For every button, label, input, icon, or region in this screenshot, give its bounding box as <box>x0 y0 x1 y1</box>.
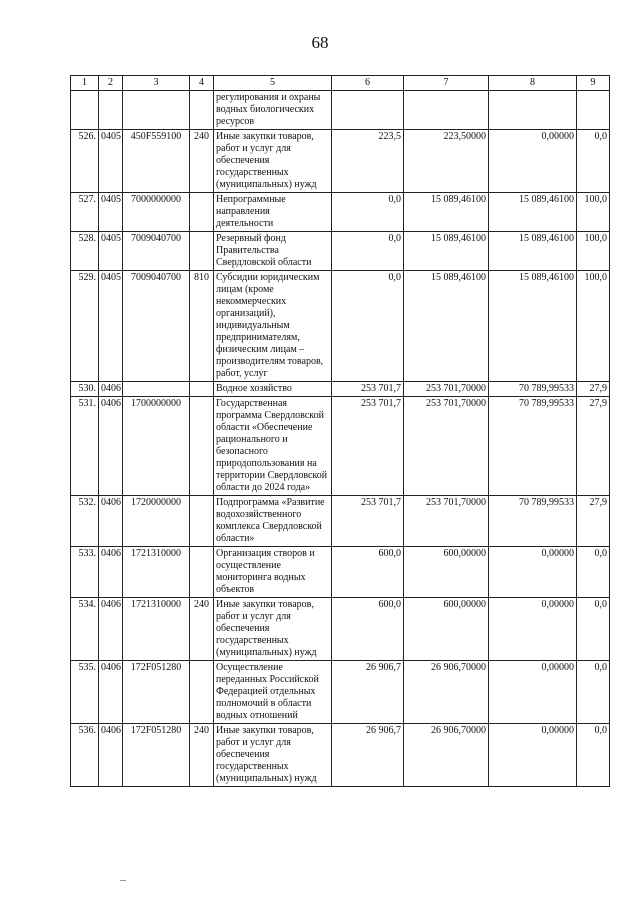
target-code-cell: 1720000000 <box>123 496 190 547</box>
approved-amount-cell: 15 089,46100 <box>404 232 489 271</box>
section-code-cell: 0406 <box>99 382 123 397</box>
row-number-cell <box>71 91 99 130</box>
approved-amount-cell: 223,50000 <box>404 130 489 193</box>
approved-amount-cell: 600,00000 <box>404 598 489 661</box>
row-number-cell: 531. <box>71 397 99 496</box>
target-code-cell: 1700000000 <box>123 397 190 496</box>
table-row <box>71 91 610 130</box>
column-header-5: 5 <box>214 76 332 91</box>
planned-amount-cell <box>332 91 404 130</box>
planned-amount-cell: 0,0 <box>332 271 404 382</box>
table-row <box>71 547 610 598</box>
executed-amount-cell: 70 789,99533 <box>489 397 577 496</box>
section-code-cell: 0405 <box>99 232 123 271</box>
expense-type-cell: 810 <box>190 271 214 382</box>
approved-amount-cell <box>404 91 489 130</box>
planned-amount-cell: 253 701,7 <box>332 382 404 397</box>
expense-type-cell <box>190 661 214 724</box>
executed-amount-cell: 15 089,46100 <box>489 271 577 382</box>
planned-amount-cell: 26 906,7 <box>332 661 404 724</box>
section-code-cell: 0406 <box>99 724 123 787</box>
description-cell: Субсидии юридическим лицам (кроме некоммерческих организаций), индивидуальным предпринимателям, физическим лицам – производителям товаров, работ, услуг <box>214 271 332 382</box>
percent-cell: 0,0 <box>577 130 610 193</box>
section-code-cell: 0406 <box>99 547 123 598</box>
section-code-cell: 0406 <box>99 397 123 496</box>
target-code-cell: 1721310000 <box>123 547 190 598</box>
section-code-cell: 0405 <box>99 271 123 382</box>
expense-type-cell: 240 <box>190 130 214 193</box>
description-cell: Иные закупки товаров, работ и услуг для обеспечения государственных (муниципальных) нужд <box>214 130 332 193</box>
description-cell: Водное хозяйство <box>214 382 332 397</box>
executed-amount-cell: 0,00000 <box>489 130 577 193</box>
section-code-cell: 0406 <box>99 661 123 724</box>
percent-cell: 0,0 <box>577 598 610 661</box>
percent-cell: 27,9 <box>577 496 610 547</box>
row-number-cell: 526. <box>71 130 99 193</box>
target-code-cell: 7009040700 <box>123 271 190 382</box>
executed-amount-cell: 15 089,46100 <box>489 232 577 271</box>
description-cell: Осуществление переданных Российской Федерацией отдельных полномочий в области водных отношений <box>214 661 332 724</box>
approved-amount-cell: 26 906,70000 <box>404 661 489 724</box>
percent-cell: 0,0 <box>577 661 610 724</box>
executed-amount-cell: 15 089,46100 <box>489 193 577 232</box>
expense-type-cell: 240 <box>190 598 214 661</box>
column-header-4: 4 <box>190 76 214 91</box>
executed-amount-cell <box>489 91 577 130</box>
target-code-cell: 450F559100 <box>123 130 190 193</box>
expense-type-cell <box>190 397 214 496</box>
planned-amount-cell: 26 906,7 <box>332 724 404 787</box>
executed-amount-cell: 0,00000 <box>489 724 577 787</box>
table-row <box>71 598 610 661</box>
row-number-cell: 534. <box>71 598 99 661</box>
table-row <box>71 232 610 271</box>
row-number-cell: 536. <box>71 724 99 787</box>
description-cell: Непрограммные направления деятельности <box>214 193 332 232</box>
expense-type-cell <box>190 496 214 547</box>
planned-amount-cell: 600,0 <box>332 547 404 598</box>
row-number-cell: 533. <box>71 547 99 598</box>
approved-amount-cell: 253 701,70000 <box>404 397 489 496</box>
row-number-cell: 535. <box>71 661 99 724</box>
column-header-2: 2 <box>99 76 123 91</box>
approved-amount-cell: 253 701,70000 <box>404 382 489 397</box>
section-code-cell: 0405 <box>99 193 123 232</box>
row-number-cell: 527. <box>71 193 99 232</box>
description-cell: Государственная программа Свердловской области «Обеспечение рационального и безопасного природопользования на территории Свердловской области до 2024 года» <box>214 397 332 496</box>
executed-amount-cell: 70 789,99533 <box>489 496 577 547</box>
percent-cell: 100,0 <box>577 193 610 232</box>
executed-amount-cell: 0,00000 <box>489 661 577 724</box>
planned-amount-cell: 253 701,7 <box>332 397 404 496</box>
approved-amount-cell: 26 906,70000 <box>404 724 489 787</box>
column-header-8: 8 <box>489 76 577 91</box>
row-number-cell: 532. <box>71 496 99 547</box>
budget-table <box>70 75 610 787</box>
section-code-cell: 0406 <box>99 598 123 661</box>
expense-type-cell <box>190 193 214 232</box>
executed-amount-cell: 0,00000 <box>489 598 577 661</box>
description-cell: Иные закупки товаров, работ и услуг для обеспечения государственных (муниципальных) нужд <box>214 598 332 661</box>
row-number-cell: 529. <box>71 271 99 382</box>
table-row <box>71 130 610 193</box>
approved-amount-cell: 253 701,70000 <box>404 496 489 547</box>
description-cell: регулирования и охраны водных биологических ресурсов <box>214 91 332 130</box>
expense-type-cell: 240 <box>190 724 214 787</box>
percent-cell: 27,9 <box>577 382 610 397</box>
column-header-6: 6 <box>332 76 404 91</box>
planned-amount-cell: 600,0 <box>332 598 404 661</box>
percent-cell <box>577 91 610 130</box>
column-header-3: 3 <box>123 76 190 91</box>
description-cell: Подпрограмма «Развитие водохозяйственного комплекса Свердловской области» <box>214 496 332 547</box>
target-code-cell <box>123 91 190 130</box>
planned-amount-cell: 0,0 <box>332 193 404 232</box>
target-code-cell <box>123 382 190 397</box>
target-code-cell: 7000000000 <box>123 193 190 232</box>
expense-type-cell <box>190 547 214 598</box>
scan-mark <box>120 880 126 881</box>
description-cell: Иные закупки товаров, работ и услуг для обеспечения государственных (муниципальных) нужд <box>214 724 332 787</box>
table-row <box>71 724 610 787</box>
percent-cell: 0,0 <box>577 547 610 598</box>
target-code-cell: 172F051280 <box>123 661 190 724</box>
table-row <box>71 271 610 382</box>
table-row <box>71 661 610 724</box>
planned-amount-cell: 0,0 <box>332 232 404 271</box>
expense-type-cell <box>190 232 214 271</box>
description-cell: Резервный фонд Правительства Свердловской области <box>214 232 332 271</box>
approved-amount-cell: 600,00000 <box>404 547 489 598</box>
row-number-cell: 528. <box>71 232 99 271</box>
table-row <box>71 193 610 232</box>
planned-amount-cell: 253 701,7 <box>332 496 404 547</box>
section-code-cell <box>99 91 123 130</box>
description-cell: Организация створов и осуществление мониторинга водных объектов <box>214 547 332 598</box>
section-code-cell: 0406 <box>99 496 123 547</box>
target-code-cell: 7009040700 <box>123 232 190 271</box>
percent-cell: 100,0 <box>577 271 610 382</box>
approved-amount-cell: 15 089,46100 <box>404 271 489 382</box>
target-code-cell: 172F051280 <box>123 724 190 787</box>
executed-amount-cell: 0,00000 <box>489 547 577 598</box>
column-header-9: 9 <box>577 76 610 91</box>
percent-cell: 100,0 <box>577 232 610 271</box>
column-header-7: 7 <box>404 76 489 91</box>
page-number: 68 <box>311 33 329 52</box>
planned-amount-cell: 223,5 <box>332 130 404 193</box>
table-row <box>71 382 610 397</box>
target-code-cell: 1721310000 <box>123 598 190 661</box>
executed-amount-cell: 70 789,99533 <box>489 382 577 397</box>
approved-amount-cell: 15 089,46100 <box>404 193 489 232</box>
section-code-cell: 0405 <box>99 130 123 193</box>
row-number-cell: 530. <box>71 382 99 397</box>
column-header-1: 1 <box>71 76 99 91</box>
table-header-row <box>71 76 610 91</box>
percent-cell: 27,9 <box>577 397 610 496</box>
expense-type-cell <box>190 91 214 130</box>
table-row <box>71 397 610 496</box>
percent-cell: 0,0 <box>577 724 610 787</box>
expense-type-cell <box>190 382 214 397</box>
table-body <box>71 91 610 787</box>
table-row <box>71 496 610 547</box>
